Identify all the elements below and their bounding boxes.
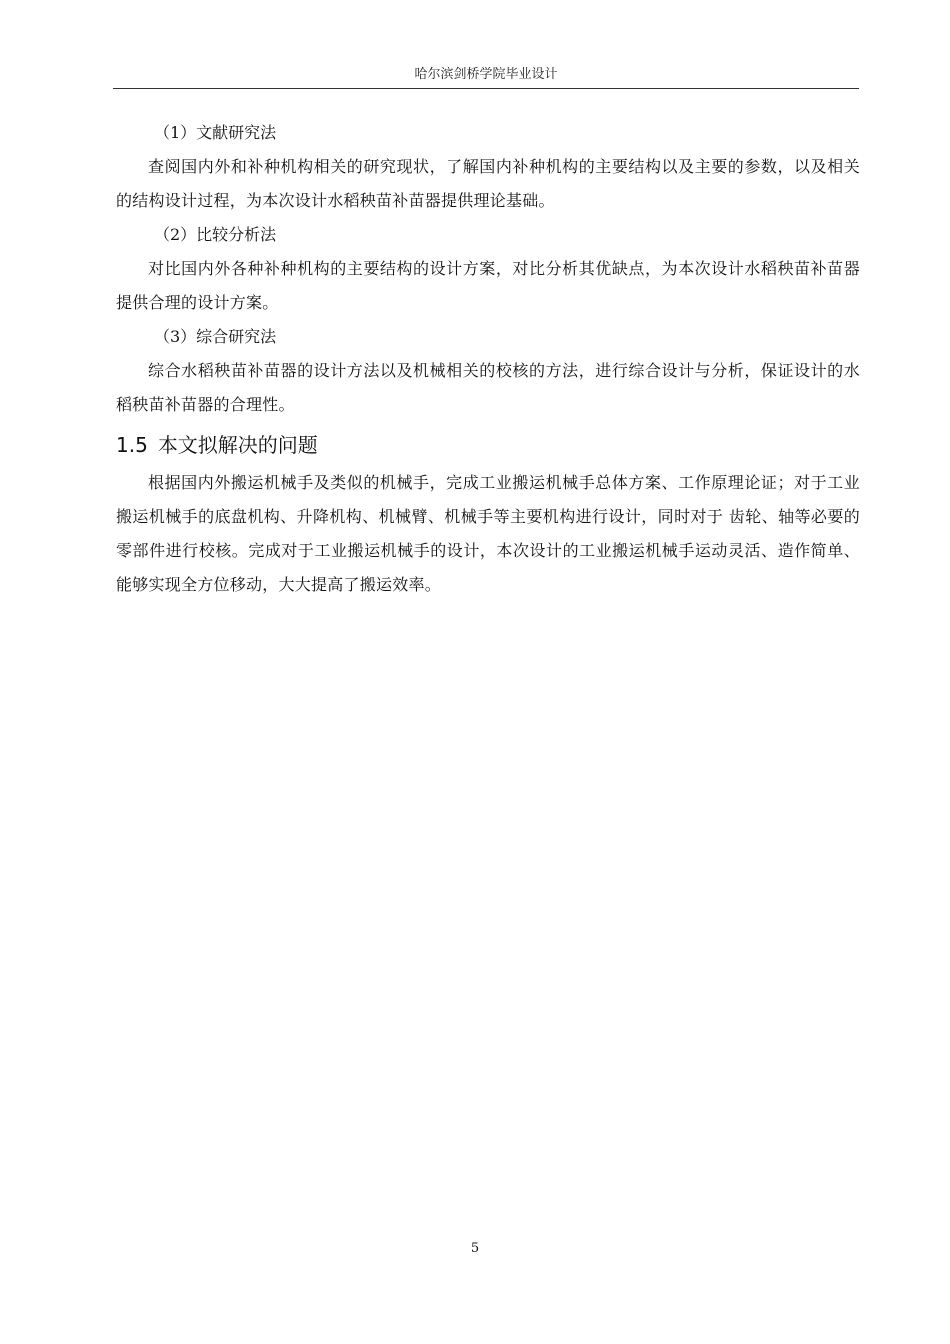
method-1-title: （1）文献研究法: [154, 123, 277, 142]
method-1-paragraph: 查阅国内外和补种机构相关的研究现状，了解国内补种机构的主要结构以及主要的参数，以及相关的结构设计过程，为本次设计水稻秧苗补苗器提供理论基础。: [116, 157, 860, 210]
header-title: 哈尔滨剑桥学院毕业设计: [414, 67, 558, 82]
section-number: 1.5: [116, 433, 148, 457]
page-content: [116, 116, 860, 602]
section-title: 本文拟解决的问题: [157, 433, 318, 457]
page-header: [113, 66, 859, 89]
section-heading: [116, 428, 860, 462]
method-2-paragraph: 对比国内外各种补种机构的主要结构的设计方案，对比分析其优缺点，为本次设计水稻秧苗补苗器提供合理的设计方案。: [116, 259, 860, 312]
page-number: 5: [470, 1241, 480, 1256]
section-paragraph: 根据国内外搬运机械手及类似的机械手，完成工业搬运机械手总体方案、工作原理论证；对于工业搬运机械手的底盘机构、升降机构、机械臂、机械手等主要机构进行设计，同时对于 齿轮、轴等必要的零部件进行校核。完成对于工业搬运机械手的设计，本次设计的工业搬运机械手运动灵活、造作简单、能够实现全方位移动，大大提高了搬运效率。: [116, 473, 860, 594]
method-2-title: （2）比较分析法: [154, 225, 277, 244]
method-3-title: （3）综合研究法: [154, 327, 277, 346]
method-3-paragraph: 综合水稻秧苗补苗器的设计方法以及机械相关的校核的方法，进行综合设计与分析，保证设计的水稻秧苗补苗器的合理性。: [116, 361, 860, 414]
